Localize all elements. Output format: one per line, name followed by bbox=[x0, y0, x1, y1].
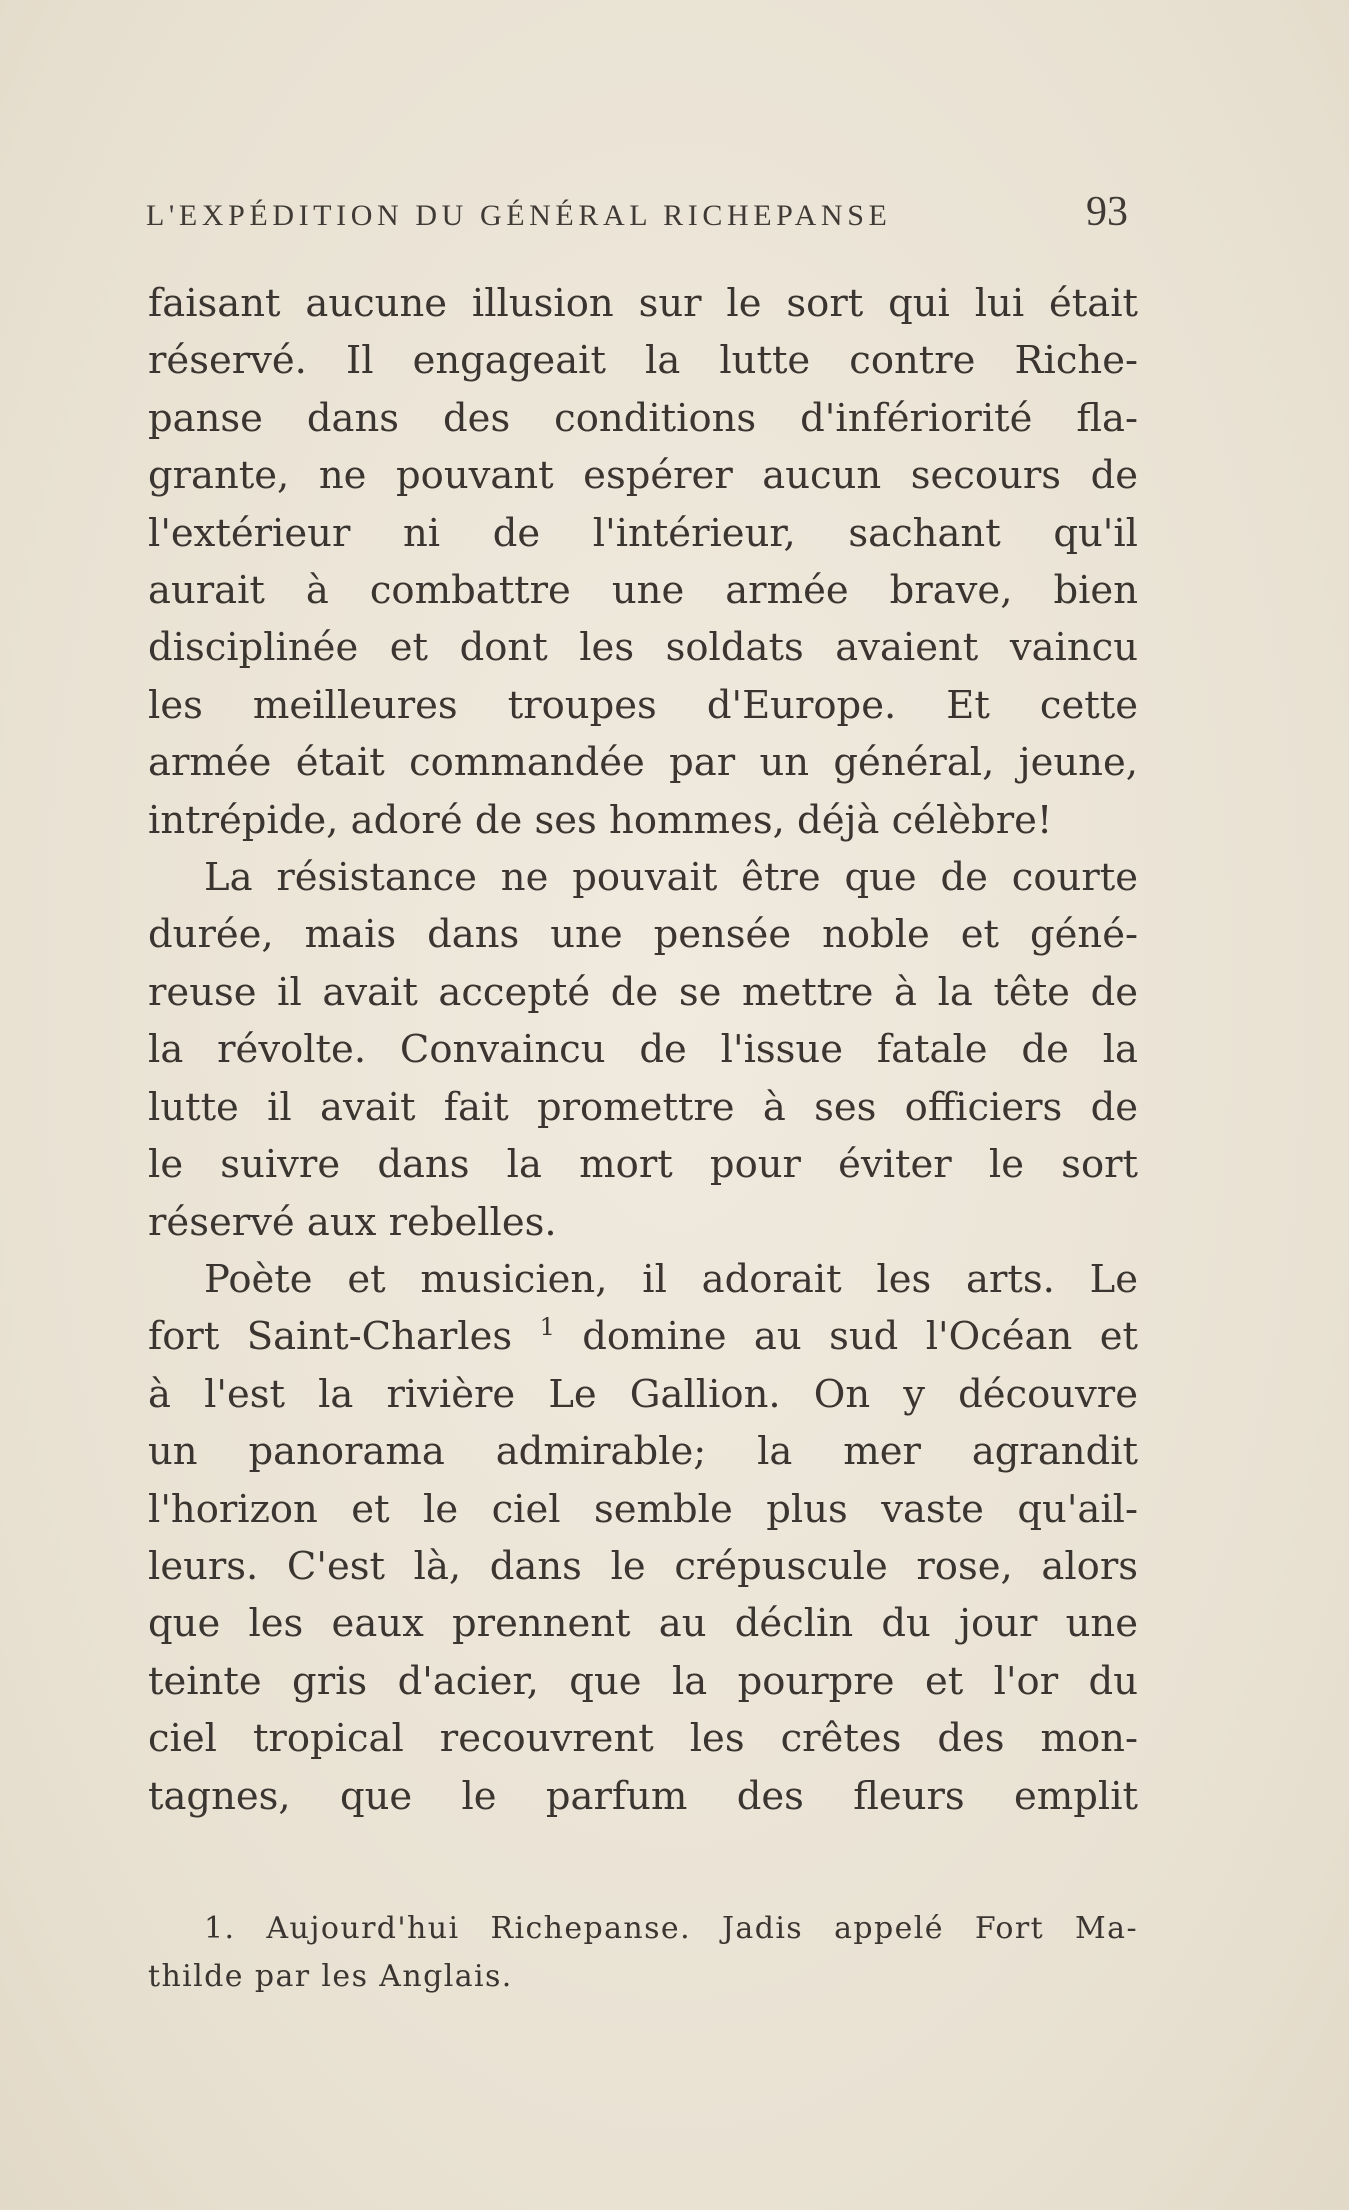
text-line: armée était commandée par un général, jeune, bbox=[148, 740, 1138, 786]
text-line: les meilleures troupes d'Europe. Et cette bbox=[148, 682, 1138, 728]
text-line: panse dans des conditions d'infériorité fla- bbox=[148, 395, 1138, 441]
paragraph-3 bbox=[148, 1251, 1138, 1825]
text-line: reuse il avait accepté de se mettre à la tête de bbox=[148, 969, 1138, 1015]
text-line: réservé aux rebelles. bbox=[148, 1199, 557, 1245]
footnote-line: thilde par les Anglais. bbox=[148, 1959, 513, 1994]
text-line: faisant aucune illusion sur le sort qui lui était bbox=[148, 281, 1138, 326]
text-line: Poète et musicien, il adorait les arts. Le bbox=[204, 1256, 1138, 1302]
text-fragment: domine au sud l'Océan et bbox=[582, 1314, 1138, 1360]
text-line: aurait à combattre une armée brave, bien bbox=[148, 568, 1138, 614]
page-number: 93 bbox=[1086, 189, 1128, 235]
text-line: que les eaux prennent au déclin du jour une bbox=[148, 1601, 1138, 1647]
footnote-line: 1. Aujourd'hui Richepanse. Jadis appelé Fort Ma- bbox=[204, 1911, 1138, 1946]
text-line: l'horizon et le ciel semble plus vaste qu'ail- bbox=[148, 1486, 1138, 1532]
text-line-with-footnote-ref bbox=[148, 1308, 1138, 1365]
text-line: grante, ne pouvant espérer aucun secours de bbox=[148, 453, 1138, 499]
text-fragment: fort Saint-Charles bbox=[148, 1314, 513, 1360]
text-line: la révolte. Convaincu de l'issue fatale de la bbox=[148, 1027, 1138, 1073]
text-line: tagnes, que le parfum des fleurs emplit bbox=[148, 1773, 1138, 1819]
text-line: réservé. Il engageait la lutte contre Riche- bbox=[148, 338, 1138, 384]
text-line: le suivre dans la mort pour éviter le sort bbox=[148, 1142, 1138, 1188]
running-title: L'EXPÉDITION DU GÉNÉRAL RICHEPANSE bbox=[146, 199, 892, 232]
text-line: disciplinée et dont les soldats avaient vaincu bbox=[148, 625, 1138, 671]
paragraph-2 bbox=[148, 849, 1138, 1251]
text-line: un panorama admirable; la mer agrandit bbox=[148, 1429, 1138, 1475]
footnote-reference: 1 bbox=[539, 1313, 555, 1342]
text-line: à l'est la rivière Le Gallion. On y découvre bbox=[148, 1371, 1138, 1417]
footnote bbox=[148, 1905, 1138, 2001]
text-line: l'extérieur ni de l'intérieur, sachant qu'il bbox=[148, 510, 1138, 556]
text-line: leurs. C'est là, dans le crépuscule rose, alors bbox=[148, 1543, 1138, 1589]
text-line: La résistance ne pouvait être que de courte bbox=[204, 855, 1138, 901]
text-line: intrépide, adoré de ses hommes, déjà célèbre! bbox=[148, 797, 1053, 843]
text-line: teinte gris d'acier, que la pourpre et l'or du bbox=[148, 1658, 1138, 1704]
text-line: lutte il avait fait promettre à ses officiers de bbox=[148, 1084, 1138, 1130]
paragraph-1 bbox=[148, 275, 1138, 849]
text-line: ciel tropical recouvrent les crêtes des mon- bbox=[148, 1716, 1138, 1762]
body-text bbox=[148, 275, 1138, 1825]
text-line: durée, mais dans une pensée noble et géné- bbox=[148, 912, 1138, 958]
page-header bbox=[146, 188, 1128, 236]
